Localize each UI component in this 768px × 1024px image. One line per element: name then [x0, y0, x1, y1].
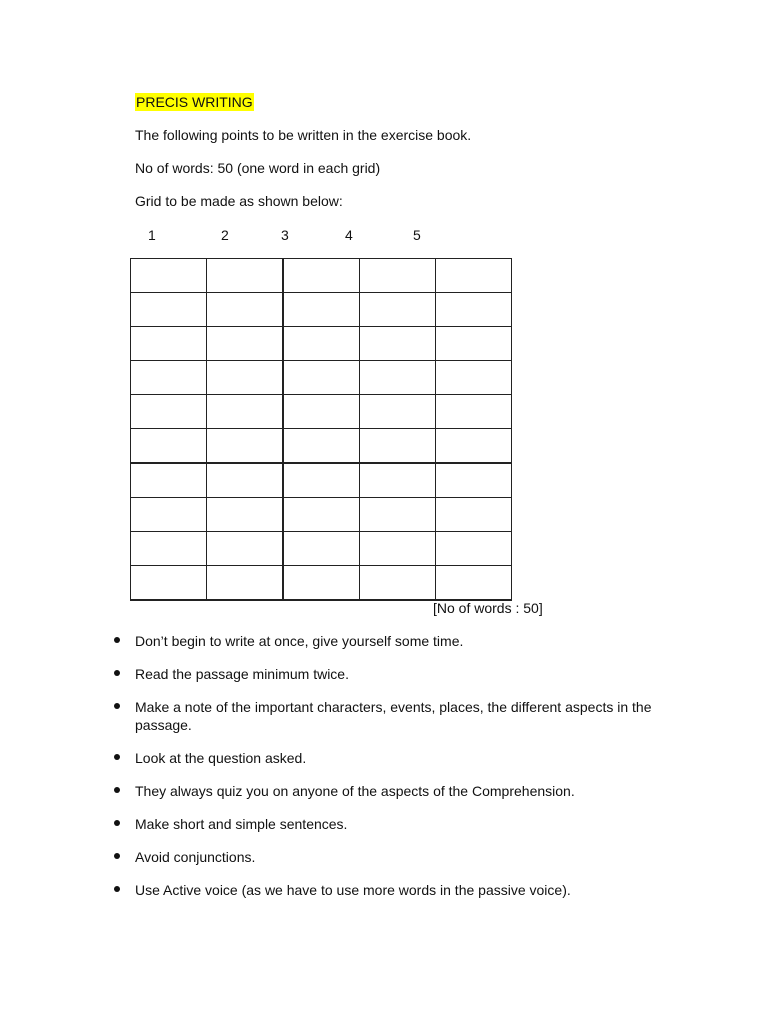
grid-row [131, 532, 512, 566]
grid-row [131, 429, 512, 464]
grid-cell [436, 395, 512, 429]
grid-row [131, 293, 512, 327]
grid-row [131, 498, 512, 532]
grid-cell [436, 566, 512, 601]
grid-cell [283, 566, 360, 601]
bullet-text: Make short and simple sentences. [135, 816, 348, 832]
grid-row [131, 327, 512, 361]
bullet-item [135, 632, 675, 650]
column-number: 3 [281, 227, 289, 243]
grid-cell [360, 463, 436, 498]
grid-cell [360, 361, 436, 395]
bullet-item [135, 749, 675, 767]
grid-cell [283, 498, 360, 532]
bullet-text: They always quiz you on anyone of the aspects of the Comprehension. [135, 783, 575, 799]
word-count-note: [No of words : 50] [433, 600, 543, 616]
grid-cell [207, 259, 284, 293]
bullet-icon [114, 703, 120, 709]
grid-cell [436, 259, 512, 293]
bullet-icon [114, 637, 120, 643]
bullet-text: Read the passage minimum twice. [135, 666, 349, 682]
grid-cell [207, 463, 284, 498]
bullet-icon [114, 670, 120, 676]
bullet-item [135, 698, 675, 734]
grid-cell [131, 532, 207, 566]
bullet-text: Look at the question asked. [135, 750, 307, 766]
bullet-text: Don’t begin to write at once, give yourself some time. [135, 633, 464, 649]
bullet-icon [114, 820, 120, 826]
grid-row [131, 395, 512, 429]
page-title: PRECIS WRITING [136, 94, 253, 110]
grid-cell [131, 259, 207, 293]
grid-cell [360, 259, 436, 293]
grid-cell [283, 327, 360, 361]
grid-cell [207, 498, 284, 532]
bullet-icon [114, 886, 120, 892]
grid-cell [436, 498, 512, 532]
bullet-item [135, 782, 675, 800]
grid-cell [207, 327, 284, 361]
grid-cell [436, 361, 512, 395]
grid-cell [283, 259, 360, 293]
grid-cell [436, 463, 512, 498]
bullet-item [135, 665, 675, 683]
bullet-text: Make a note of the important characters, events, places, the different aspects in the passage. [135, 699, 652, 733]
bullet-item [135, 815, 675, 833]
grid-cell [360, 293, 436, 327]
grid-cell [436, 293, 512, 327]
column-number: 2 [221, 227, 229, 243]
word-grid [130, 258, 512, 601]
grid-cell [207, 395, 284, 429]
grid-cell [360, 429, 436, 464]
grid-cell [131, 361, 207, 395]
grid-cell [360, 327, 436, 361]
bullet-item [135, 848, 675, 866]
grid-cell [207, 429, 284, 464]
grid-cell [360, 498, 436, 532]
grid-cell [283, 395, 360, 429]
grid-row [131, 259, 512, 293]
grid-cell [283, 361, 360, 395]
grid-row [131, 361, 512, 395]
grid-cell [131, 327, 207, 361]
column-number: 5 [413, 227, 421, 243]
bullet-icon [114, 787, 120, 793]
grid-cell [131, 566, 207, 601]
grid-cell [131, 293, 207, 327]
bullet-item [135, 881, 675, 899]
grid-cell [436, 429, 512, 464]
grid-cell [360, 532, 436, 566]
grid-cell [131, 429, 207, 464]
grid-cell [207, 293, 284, 327]
grid-cell [360, 395, 436, 429]
grid-cell [283, 532, 360, 566]
intro-line: No of words: 50 (one word in each grid) [135, 160, 381, 176]
grid-cell [131, 463, 207, 498]
bullet-icon [114, 853, 120, 859]
column-number: 1 [148, 227, 156, 243]
grid-cell [131, 395, 207, 429]
grid-cell [283, 293, 360, 327]
intro-line: Grid to be made as shown below: [135, 193, 343, 209]
bullet-text: Avoid conjunctions. [135, 849, 256, 865]
grid-cell [436, 327, 512, 361]
bullet-icon [114, 754, 120, 760]
grid-cell [207, 566, 284, 601]
bullet-text: Use Active voice (as we have to use more words in the passive voice). [135, 882, 571, 898]
grid-cell [207, 532, 284, 566]
grid-cell [131, 498, 207, 532]
grid-cell [283, 429, 360, 464]
grid-row [131, 463, 512, 498]
grid-cell [360, 566, 436, 601]
column-number: 4 [345, 227, 353, 243]
intro-line: The following points to be written in the exercise book. [135, 127, 472, 143]
grid-cell [436, 532, 512, 566]
grid-cell [207, 361, 284, 395]
grid-row [131, 566, 512, 601]
grid-cell [283, 463, 360, 498]
